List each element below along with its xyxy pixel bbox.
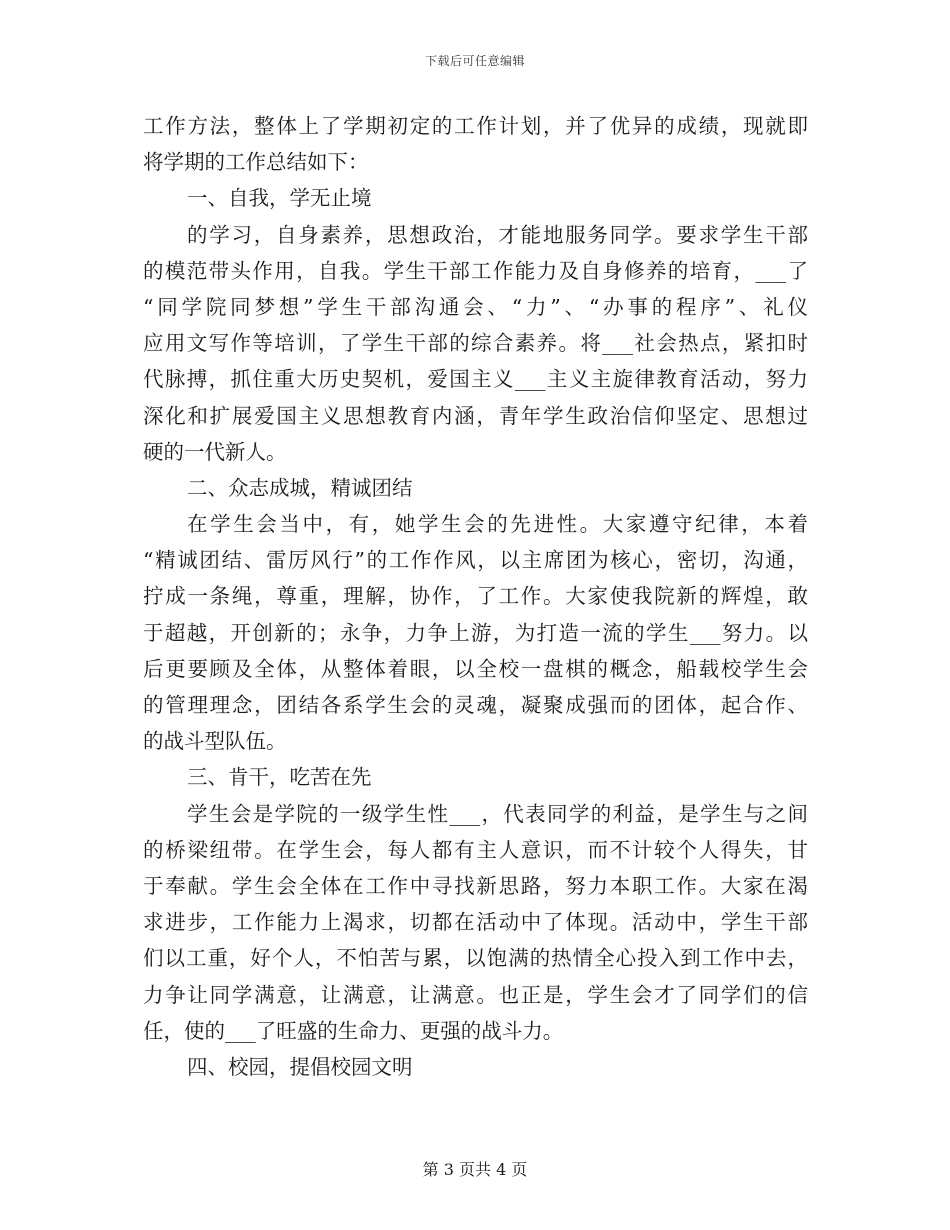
text-line: 学生会是学院的一级学生性___，代表同学的利益，是学生与之间: [187, 801, 808, 826]
text-line: 后更要顾及全体，从整体着眼，以全校一盘棋的概念，船载校学生会: [143, 656, 808, 681]
text-line: “同学院同梦想”学生干部沟通会、“力”、“办事的程序”、礼仪: [143, 294, 808, 319]
page-header: 下载后可任意编辑: [424, 54, 525, 68]
text-line: 的管理理念，团结各系学生会的灵魂，凝聚成强而的团体，起合作、: [143, 693, 808, 717]
text-line: 求进步，工作能力上渴求，切都在活动中了体现。活动中，学生干部: [143, 910, 808, 935]
text-line: 代脉搏，抓住重大历史契机，爱国主义___主义主旋律教育活动，努力: [143, 367, 808, 392]
text-line: 的模范带头作用，自我。学生干部工作能力及自身修养的培育，___了: [143, 258, 808, 283]
text-line: 们以工重，好个人，不怕苦与累，以饱满的热情全心投入到工作中去，: [143, 946, 808, 971]
section-heading: 四、校园，提倡校园文明: [187, 1054, 413, 1079]
text-line: 深化和扩展爱国主义思想教育内涵，青年学生政治信仰坚定、思想过: [143, 403, 808, 428]
text-line: 于奉献。学生会全体在工作中寻找新思路，努力本职工作。大家在渴: [143, 873, 808, 898]
document-body: [143, 108, 808, 1085]
section-heading: 二、众志成城，精诚团结: [187, 475, 413, 500]
text-line: 于超越，开创新的；永争，力争上游，为打造一流的学生___努力。以: [143, 620, 808, 645]
text-line: 的桥梁纽带。在学生会，每人都有主人意识，而不计较个人得失，甘: [143, 837, 808, 862]
text-line: 的战斗型队伍。: [143, 729, 287, 754]
page-number: 第 3 页共 4 页: [422, 1160, 528, 1179]
text-line: “精诚团结、雷厉风行”的工作作风，以主席团为核心，密切，沟通，: [143, 548, 808, 573]
text-line: 在学生会当中，有，她学生会的先进性。大家遵守纪律，本着: [187, 512, 808, 537]
text-line: 将学期的工作总结如下：: [143, 150, 369, 175]
text-line: 工作方法，整体上了学期初定的工作计划，并了优异的成绩，现就即: [143, 114, 808, 138]
text-line: 硬的一代新人。: [143, 439, 287, 464]
text-line: 力争让同学满意，让满意，让满意。也正是，学生会才了同学们的信: [143, 982, 808, 1007]
text-line: 的学习，自身素养，思想政治，才能地服务同学。要求学生干部: [187, 222, 808, 247]
section-heading: 三、肯干，吃苦在先: [187, 765, 372, 790]
section-heading: 一、自我，学无止境: [187, 186, 372, 211]
text-line: 应用文写作等培训，了学生干部的综合素养。将___社会热点，紧扣时: [143, 331, 808, 356]
text-line: 任，使的___了旺盛的生命力、更强的战斗力。: [143, 1018, 564, 1043]
text-line: 拧成一条绳，尊重，理解，协作，了工作。大家使我院新的辉煌，敢: [143, 584, 808, 609]
